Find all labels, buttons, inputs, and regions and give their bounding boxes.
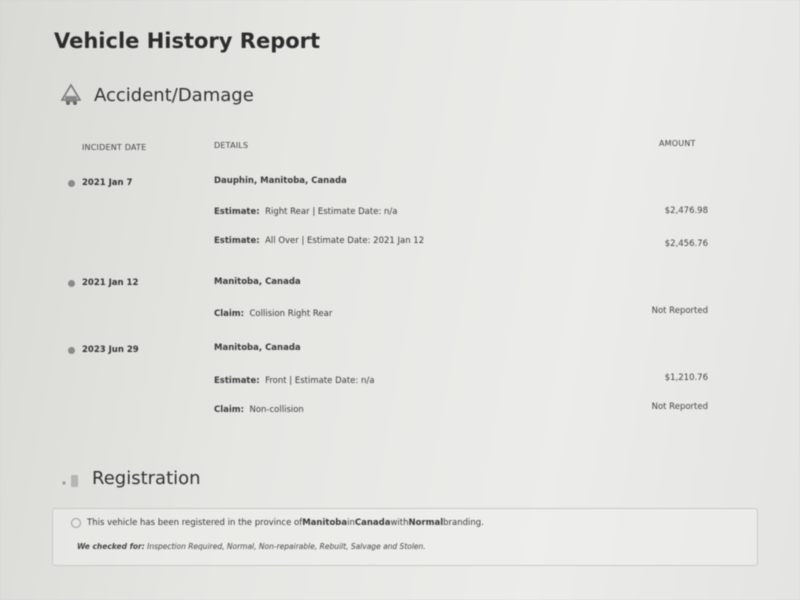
registration-checked-for: We checked for: Inspection Required, Normal, Non-repairable, Rebuilt, Salvage and Stolen. xyxy=(77,542,426,551)
timeline-dot xyxy=(68,280,75,287)
incident-amount: $1,210.76 xyxy=(664,373,708,383)
incident-amount: $2,476.98 xyxy=(664,206,708,216)
incident-location: Manitoba, Canada xyxy=(214,277,301,287)
registration-statement: This vehicle has been registered in the province of Manitoba in Canada with Normal branding. xyxy=(71,518,484,528)
incident-amount: Not Reported xyxy=(651,402,708,412)
car-crash-icon xyxy=(58,82,84,108)
incident-entry: Estimate: Front | Estimate Date: n/a xyxy=(214,376,375,386)
registration-icon xyxy=(60,467,82,489)
timeline-dot xyxy=(68,180,75,187)
column-header-amount: AMOUNT xyxy=(659,139,696,148)
check-circle-icon xyxy=(71,518,81,528)
timeline-dot xyxy=(68,347,75,354)
registration-info-box xyxy=(52,508,758,566)
registration-section-header xyxy=(60,467,201,489)
incident-entry: Claim: Collision Right Rear xyxy=(214,309,333,319)
page-title: Vehicle History Report xyxy=(54,29,321,53)
incident-amount: $2,456.76 xyxy=(664,239,708,249)
column-header-incident-date: INCIDENT DATE xyxy=(82,143,147,152)
incident-entry: Estimate: Right Rear | Estimate Date: n/a xyxy=(214,207,398,217)
incident-date: 2023 Jun 29 xyxy=(68,345,139,355)
accident-section-title: Accident/Damage xyxy=(94,84,254,106)
incident-amount: Not Reported xyxy=(651,306,708,316)
incident-date: 2021 Jan 7 xyxy=(68,178,132,188)
accident-section-header xyxy=(58,82,254,108)
incident-location: Dauphin, Manitoba, Canada xyxy=(214,176,347,186)
incident-date: 2021 Jan 12 xyxy=(68,278,138,288)
incident-entry: Claim: Non-collision xyxy=(214,405,304,415)
column-header-details: DETAILS xyxy=(214,141,249,150)
incident-entry: Estimate: All Over | Estimate Date: 2021 Jan 12 xyxy=(214,236,425,246)
registration-section-title: Registration xyxy=(92,467,201,489)
incident-location: Manitoba, Canada xyxy=(214,343,301,353)
